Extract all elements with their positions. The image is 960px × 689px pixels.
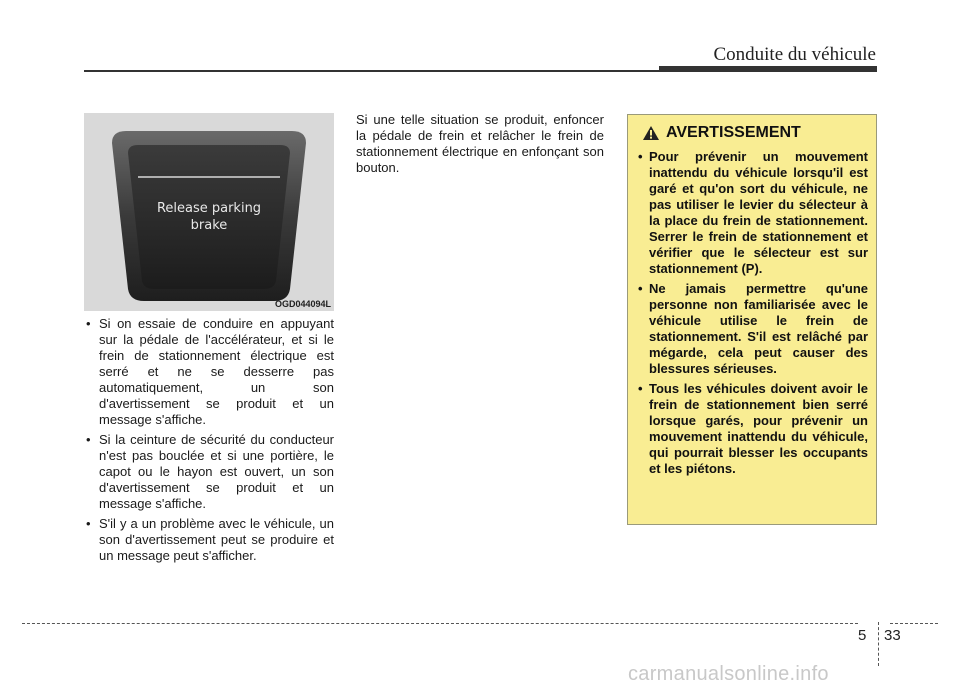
cluster-display-illustration (84, 113, 334, 311)
warning-box (627, 114, 877, 525)
list-item: • Si la ceinture de sécurité du conducteur n'est pas bouclée et si une portière, le capot ou le hayon est ouvert, un son d'avertissement se produit et un message s'affiche. (86, 432, 334, 511)
warning-triangle-icon (642, 125, 660, 141)
list-item: • Ne jamais permettre qu'une personne non familiarisée avec le véhicule utilise le frein de stationnement. S'il est relâché par mégarde, cela peut causer des blessures sérieuses. (638, 281, 868, 376)
watermark: carmanualsonline.info (628, 663, 829, 685)
chapter-number: 5 (858, 627, 867, 644)
footer-rule-right (890, 623, 938, 624)
warning-list (638, 149, 868, 481)
list-item: • Si on essaie de conduire en appuyant sur la pédale de l'accélérateur, et si le frein de stationnement électrique est serré et ne se desserre pas automatiquement, un son d'avertissement se produit et un message s'affiche. (86, 316, 334, 427)
warning-header (642, 124, 801, 142)
page-number: 33 (884, 627, 901, 644)
section-title: Conduite du véhicule (713, 44, 876, 65)
header-rule-accent (659, 66, 877, 72)
list-item: • Tous les véhicules doivent avoir le frein de stationnement bien serré lorsque garés, pour prévenir un mouvement inattendu du véhicule, qui pourrait blesser les occupants et les piétons. (638, 381, 868, 476)
warning-title: AVERTISSEMENT (666, 124, 801, 141)
list-item: • Pour prévenir un mouvement inattendu du véhicule lorsqu'il est garé et qu'on sort du véhicule, ne pas utiliser le levier du sélecteur à la place du frein de stationnement. Serrer le frein de stationnement et vérifier que le sélecteur est sur stationnement (P). (638, 149, 868, 276)
cluster-display-figure (84, 113, 334, 311)
footer-rule (22, 623, 858, 624)
instruction-paragraph: Si une telle situation se produit, enfoncer la pédale de frein et relâcher le frein de stationnement électrique en enfonçant son bouton. (356, 112, 604, 175)
display-text-line2: brake (190, 218, 228, 233)
list-item: • S'il y a un problème avec le véhicule, un son d'avertissement peut se produire et un message peut s'afficher. (86, 516, 334, 563)
header-rule (84, 70, 660, 72)
footer-divider (878, 622, 879, 666)
display-text-line1: Release parking (156, 201, 262, 216)
left-bullet-list (84, 316, 334, 568)
figure-code: OGD044094L (274, 299, 331, 309)
